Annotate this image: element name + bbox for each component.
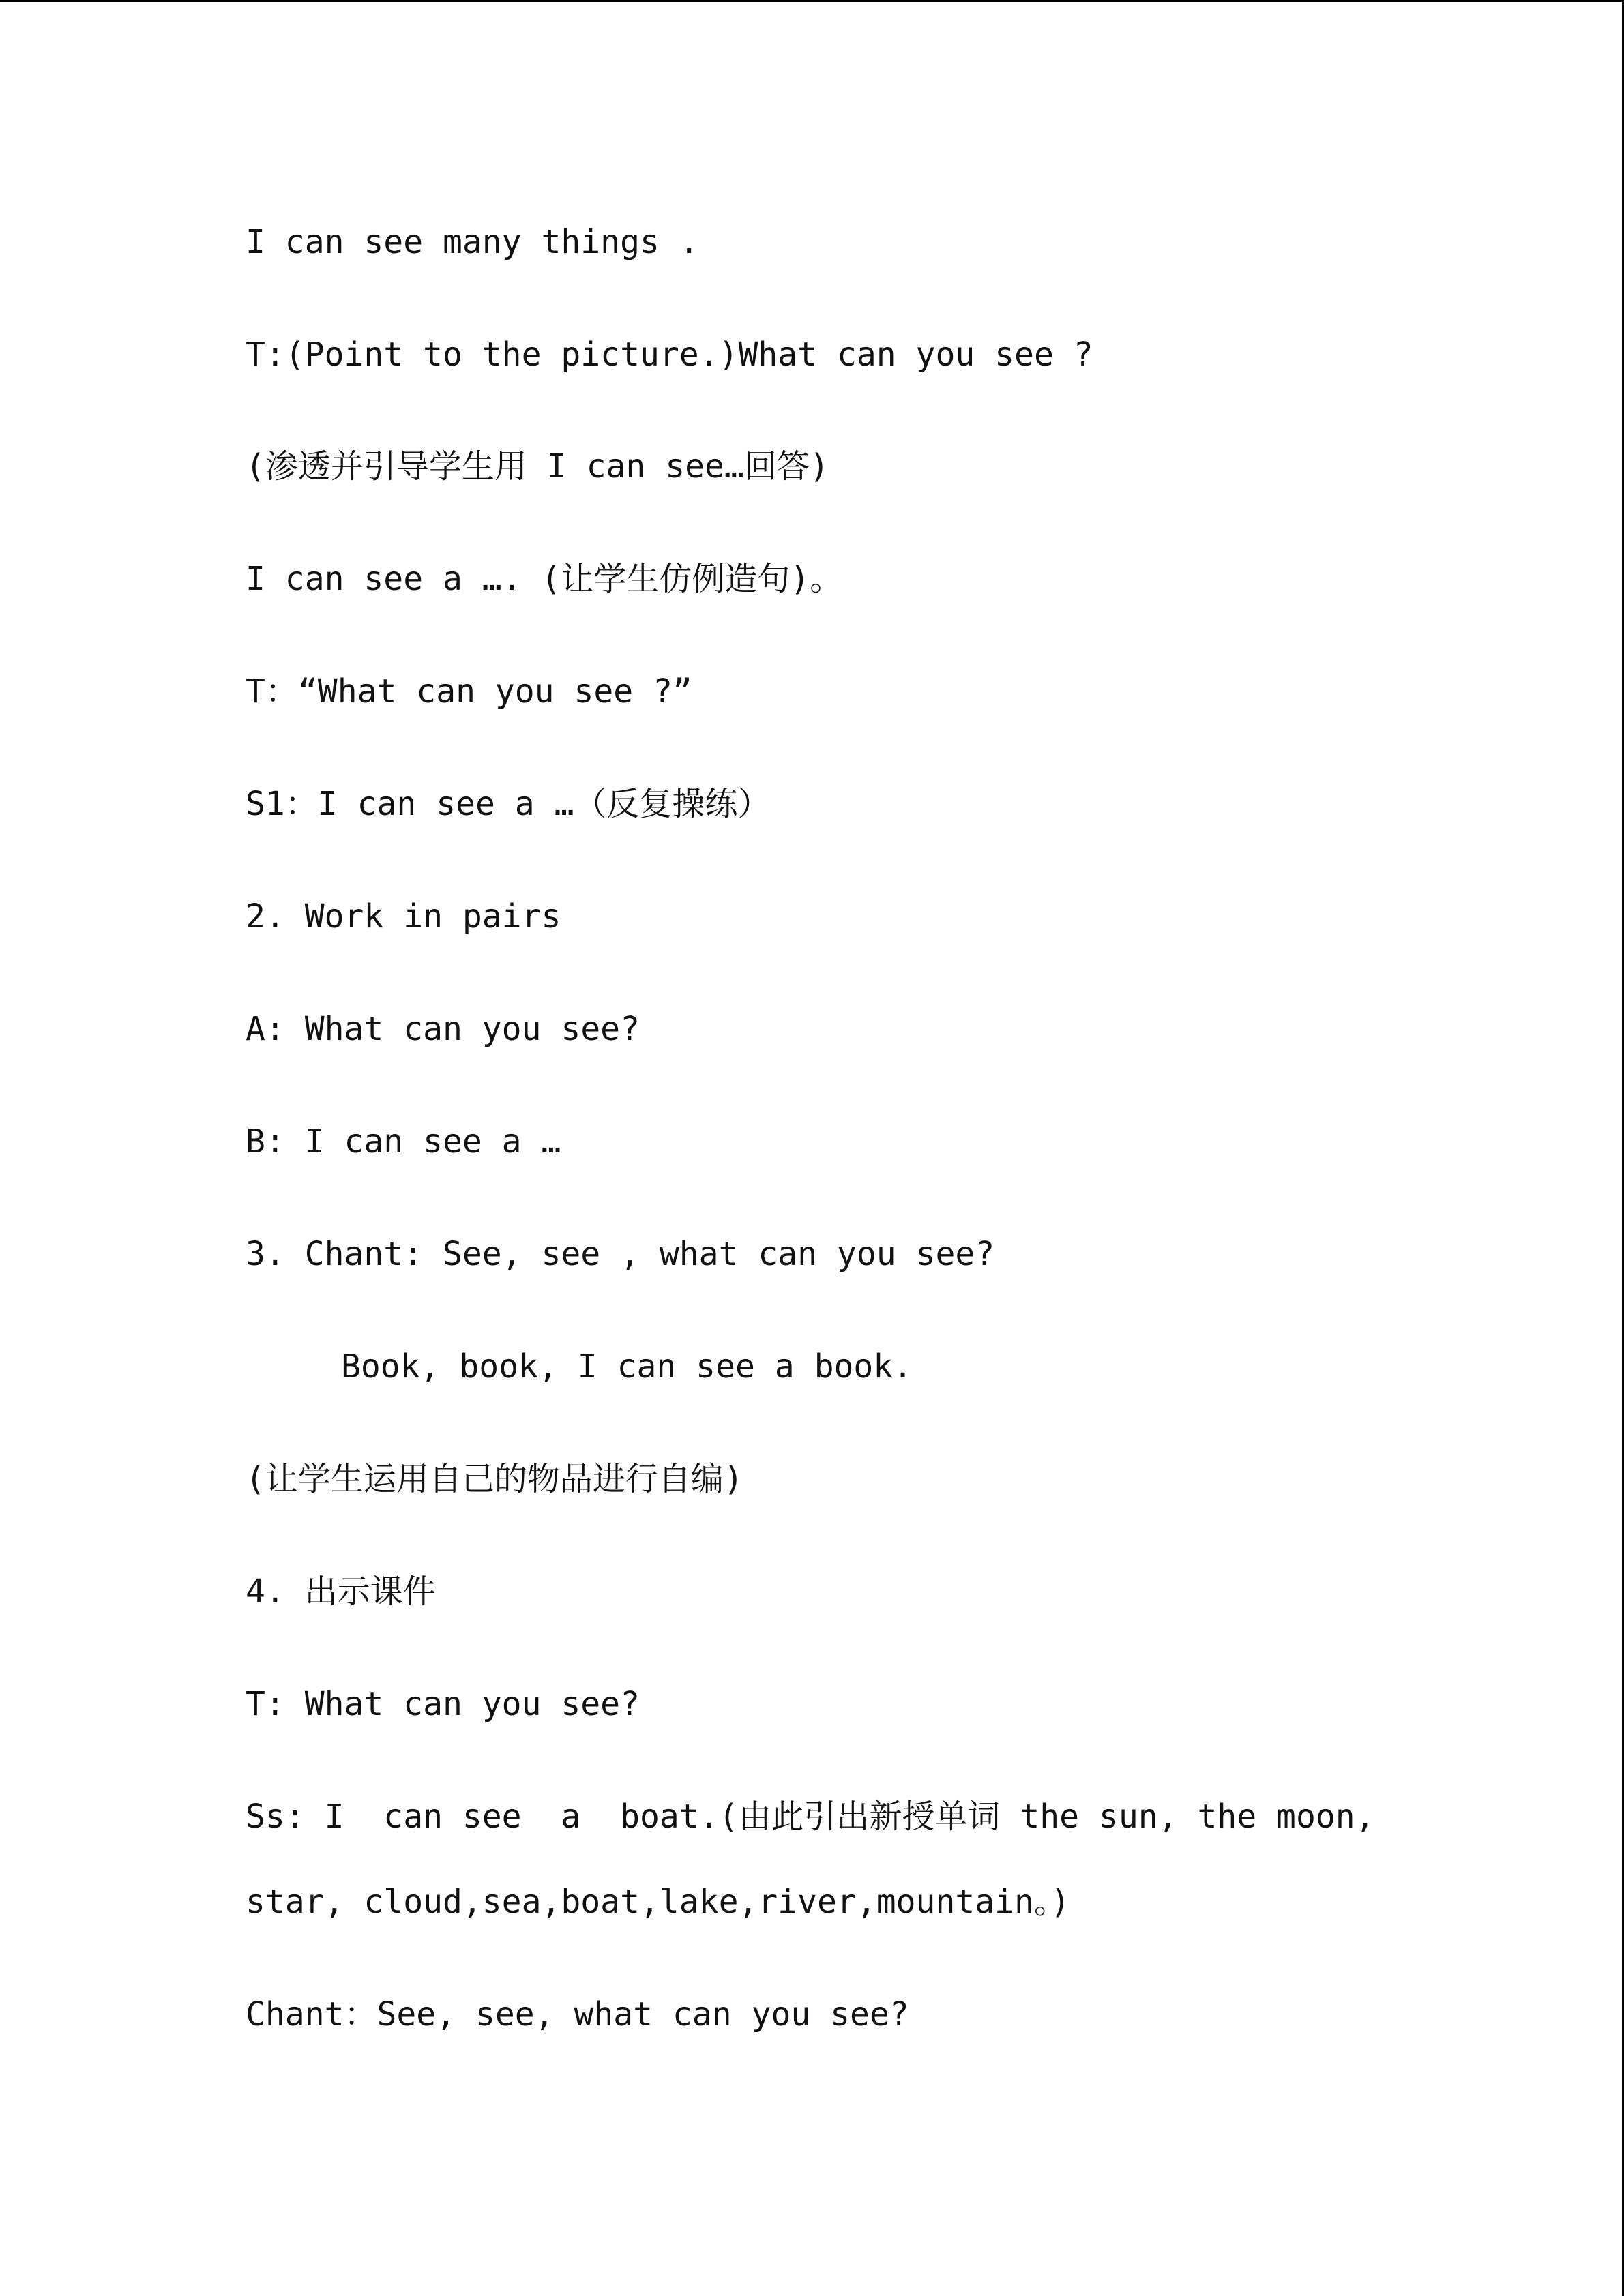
section-heading: 3. Chant: See, see , what can you see?	[246, 1235, 995, 1273]
text-line: A: What can you see?	[246, 1010, 640, 1048]
text-line: T：“What can you see ?”	[246, 672, 692, 711]
text-line: B: I can see a …	[246, 1122, 561, 1161]
text-line: T:(Point to the picture.)What can you see ?	[246, 336, 1093, 374]
text-line: T: What can you see?	[246, 1685, 640, 1723]
text-line: I can see many things .	[246, 223, 699, 261]
text-line: Ss: I can see a boat.(由此引出新授单词 the sun, the moon,	[246, 1798, 1375, 1836]
text-line: (渗透并引导学生用 I can see…回答)	[246, 447, 829, 486]
section-heading: 4. 出示课件	[246, 1572, 436, 1611]
section-heading: 2. Work in pairs	[246, 897, 561, 936]
text-line: (让学生运用自己的物品进行自编)	[246, 1460, 743, 1498]
chant-line: Book, book, I can see a book.	[341, 1347, 913, 1386]
text-line: I can see a …. (让学生仿例造句)。	[246, 560, 843, 598]
text-line: Chant：See, see, what can you see?	[246, 1995, 909, 2033]
text-line: star, cloud,sea,boat,lake,river,mountain。)	[246, 1883, 1070, 1921]
text-line: S1：I can see a …（反复操练）	[246, 785, 771, 823]
